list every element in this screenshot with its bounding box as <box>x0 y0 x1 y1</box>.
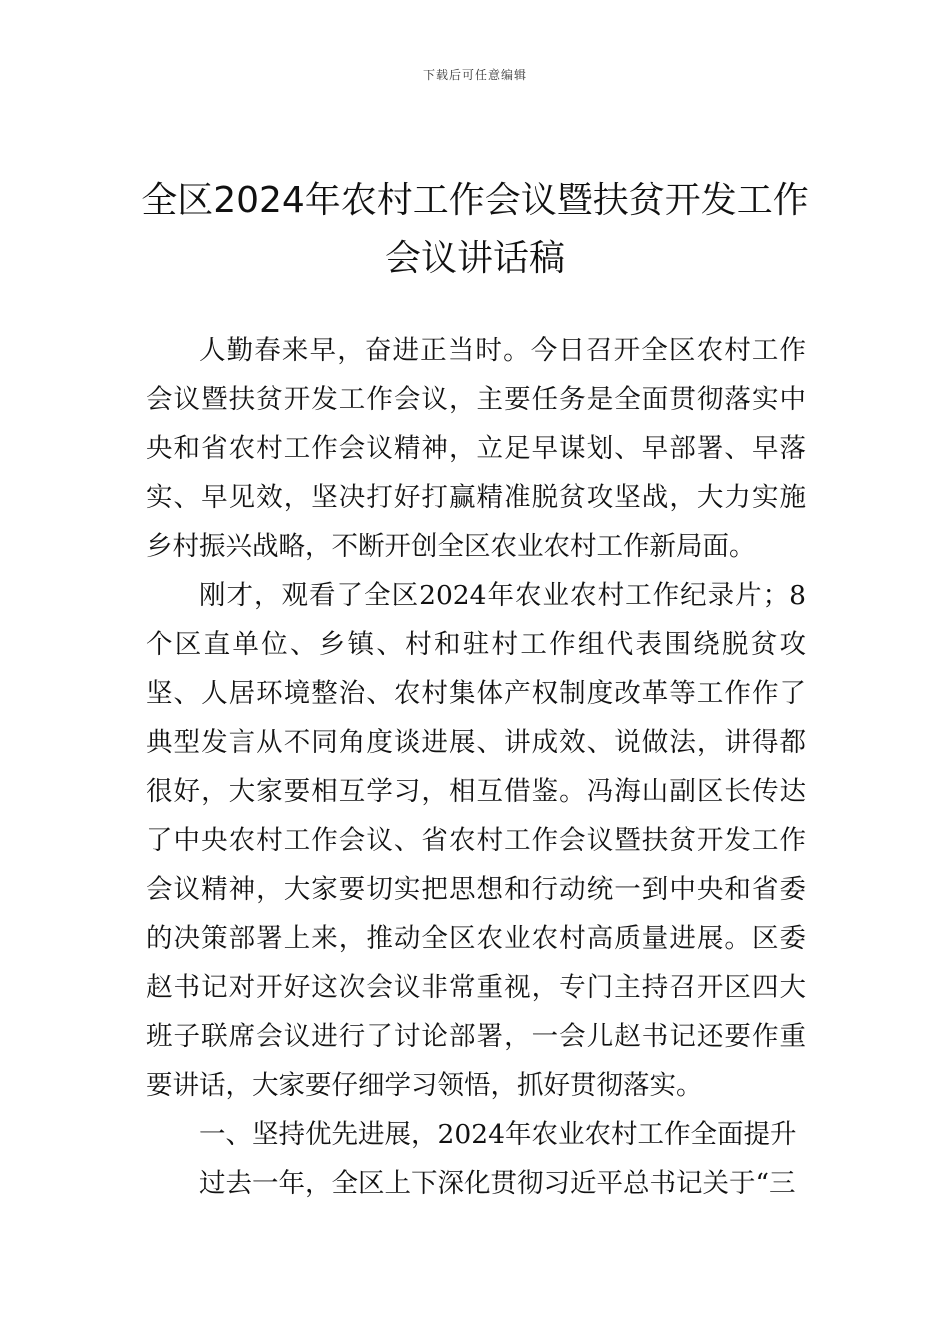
paragraph-intro: 人勤春来早，奋进正当时。今日召开全区农村工作会议暨扶贫开发工作会议，主要任务是全面贯彻落实中央和省农村工作会议精神，立足早谋划、早部署、早落实、早见效，坚决打好打赢精准脱贫攻坚战，大力实施乡村振兴战略，不断开创全区农业农村工作新局面。 <box>146 335 806 562</box>
document-body <box>146 326 806 1208</box>
paragraph-review: 刚才，观看了全区2024年农业农村工作纪录片；8个区直单位、乡镇、村和驻村工作组代表围绕脱贫攻坚、人居环境整治、农村集体产权制度改革等工作作了典型发言从不同角度谈进展、讲成效、说做法，讲得都很好，大家要相互学习，相互借鉴。冯海山副区长传达了中央农村工作会议、省农村工作会议暨扶贫开发工作会议精神，大家要切实把思想和行动统一到中央和省委的决策部署上来，推动全区农业农村高质量进展。区委赵书记对开好这次会议非常重视，专门主持召开区四大班子联席会议进行了讨论部署，一会儿赵书记还要作重要讲话，大家要仔细学习领悟，抓好贯彻落实。 <box>146 580 806 1101</box>
paragraph-past-year: 过去一年，全区上下深化贯彻习近平总书记关于“三 <box>199 1168 796 1199</box>
header-note: 下载后可任意编辑 <box>422 68 527 82</box>
document-title: 全区2024年农村工作会议暨扶贫开发工作会议讲话稿 <box>141 180 809 279</box>
section-heading-1: 一、坚持优先进展，2024年农业农村工作全面提升 <box>199 1119 797 1150</box>
